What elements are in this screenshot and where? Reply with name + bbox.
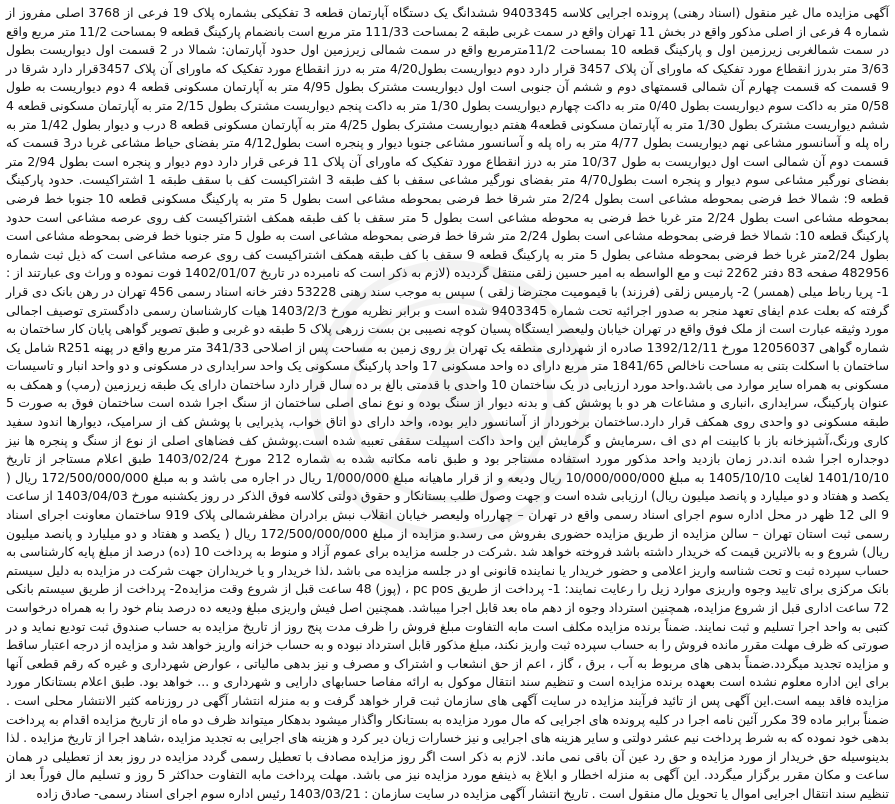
auction-notice-text: آگهی مزایده مال غیر منقول (اسناد رهنی) پرونده اجرایی کلاسه 9403345 ششدانگ یک دستگاه آپارتمان قطعه 3 تفکیکی بشماره پلاک 19 فرعی از 3768 اصلی مفروز از شماره 4 فرعی از اصلی مذکور واقع در بخش 11 تهران واقع در سمت غربی طبقه 2 بمساحت 111/33 متر مربع است بانضمام پارکینگ قطعه 9 بمساحت 11/2 متر مربع واقع در سمت شمالغربی زیرزمین اول و پارکینگ قطعه 10 بمساحت 11/2مترمربع واقع در سمت شمالی زیرزمین اول حدود آپارتمان: شمالا در 2 قسمت اول دیواریست بطول 3/63 متر بدرز انقطاع مورد تفکیک که ماورای آن پلاک 3457 قرار دارد دوم دیواریست بطول4/20 متر به درز انقطاع مورد تفکیک که ماورای آن پلاک 3457قرار دارد شرقا در 9 قسمت که قسمت چهارم آن شمالی قسمتهای دوم و ششم آن جنوبی است اول دیواریست مشترک بطول 4/95 متر به آپارتمان مسکونی قطعه 4 دوم دیواریست به طول 0/58 متر به داکت سوم دیواریست بطول 0/40 متر به داکت چهارم دیواریست بطول 1/30 متر به داکت پنجم دیواریست مشترک بطول 2/15 متر به آپارتمان مسکونی قطعه 4 ششم دیواریست مشترک بطول 1/30 متر به آپارتمان مسکونی قطعه4 هفتم دیواریست مشترک بطول 4/25 متر به آپارتمان مسکونی قطعه 8 درب و دیوار بطول 1/42 متر به راه پله و آسانسور مشاعی نهم دیواریست بطول 4/77 متر به راه پله و آسانسور مشاعی جنوبا دیوار و پنجره است بطول4/12 متر بفضای حیاط مشاعی غربا در3 قسمت که قسمت دوم آن شمالی است اول دیواریست به طول 10/37 متر به درز انقطاع مورد تفکیک که ماورای آن پلاک 11 فرعی قرار دارد دوم دیوار و پنجره است بطول 2/94 متر بفضای نورگیر مشاعی سوم دیوار و پنجره است بطول4/70 متر بفضای نورگیر مشاعی سقف با کف طبقه 3 اشتراکیست کف با سقف طبقه 1 اشتراکیست. حدود پارکینگ قطعه 9: شمالا خط فرضی بمحوطه مشاعی است بطول 2/24 متر شرقا خط فرضی بمحوطه مشاعی است بطول 5 متر به پارکینگ مسکونی قطعه 10 جنوبا خط فرضی بمحوطه مشاعی است بطول 2/24 متر غربا خط فرضی به محوطه مشاعی است بطول 5 متر سقف با کف طبقه همکف اشتراکیست کف روی عرصه مشاعی است حدود پارکینگ قطعه 10: شمالا خط فرضی بمحوطه مشاعی است بطول 2/24 متر شرقا خط فرضی بمحوطه مشاعی است به طول 5 متر جنوبا خط فرضی بمحوطه مشاعی است بطول 2/24متر غربا خط فرضی بمحوطه مشاعی بطول 5 متر به پارکینگ قطعه 9 سقف با کف طبقه همکف اشتراکیست کف روی عرصه مشاعی است که ذیل ثبت شماره 482956 صفحه 83 دفتر 2262 ثبت و مع الواسطه به امیر حسین زلقی منتقل گردیده (لازم به ذکر است که نامبرده در تاریخ 1402/01/07 فوت نموده و وراث وی عبارتند از : 1- پریا رباط میلی (همسر) 2- پارمیس زلقی (فرزند) با قیمومیت مجترضا زلقی ) سپس به موجب سند رهنی 53228 دفتر خانه اسناد رسمی 456 تهران در رهن بانک دی قرار گرفته که بعلت عدم ایفای تعهد منجر به صدور اجرائیه تحت شماره 9403345 شده است و برابر نظریه مورخ 1403/2/3 هیات کارشناسان رسمی دادگستری توصیف اجمالی مورد وثیقه عبارت است از ملک فوق واقع در تهران خیابان ولیعصر ایستگاه پسیان کوچه نصیبی بن بست زرهی پلاک 5 طبقه دو غربی و طبق تصویر گواهی پایان کار ساختمان به شماره گواهی 12056037 مورخ 1392/12/11 صادره از شهرداری منطقه یک تهران بر روی زمین به مساحت پس از اصلاحی 341/33 متر مربع واقع در پهنه R251 شامل یک ساختمان با اسکلت بتنی به مساحت ناخالص 1841/65 متر مربع دارای ده واحد مسکونی 17 واحد پارکینگ مسکونی یک واحد سرایداری در مسکونی و دو واحد انبار و تاسیسات مسکونی به همراه سایر موارد می باشد.واحد مورد ارزیابی در یک ساختمان 10 واحدی با قدمتی بالغ بر ده سال قرار دارد ساختمان دارای یک طبقه زیرزمین (رمپ) و همکف به عنوان پارکینگ، سرایداری ،انباری و مشاعات هر دو با پوشش کف و بدنه دیوار از سنگ بوده و نوع نمای اصلی ساختمان از سنگ اجرا شده است ساختمان فوق به صورت 5 طبقه مسکونی دو واحدی روی همکف قرار دارد.ساختمان برخوردار از آسانسور دایر بوده، واحد دارای دو اتاق خواب، پذیرایی با پوشش کف از سرامیک، دیوارها اندود سفید کاری ورنگ،آشپزخانه باز با کابینت ام دی اف ،سرمایش و گرمایش این واحد داکت اسپیلت سقفی تعبیه شده است.پوشش کف فضاهای اصلی از نوع از سنگ و پنجره ها نیز دوجداره اجرا شده اند.در زمان بازدید واحد مذکور مورد استفاده مستاجر بود و طبق نامه مکاتبه شده به شماره 212 مورخ 1403/02/24 طبق اعلام مستاجر از تاریخ 1401/10/10 لغایت 1405/10/10 به مبلغ 10/000/000/000 ریال ودیعه و از قرار ماهیانه مبلغ 1/000/000 ریال در اجاره می باشد و به مبلغ 172/500/000/000 ریال ( یکصد و هفتاد و دو میلیارد و پانصد میلیون ریال) ارزیابی شده است و جهت وصول طلب بستانکار و حقوق دولتی کلاسه فوق الذکر در روز یکشنبه مورخ 1403/04/03 از ساعت 9 الی 12 ظهر در محل اداره سوم اجرای اسناد رسمی واقع در تهران – چهارراه ولیعصر خیابان انقلاب نبش برادران مظفرشمالی پلاک 919 ساختمان معاونت اجرای اسناد رسمی ثبت استان تهران – سالن مزایده از طریق مزایده حضوری بفروش می رسد.و مزایده از مبلغ 172/500/000/000 ریال ( یکصد و هفتاد و دو میلیارد و پانصد میلیون ریال) شروع و به بالاترین قیمت که خریدار داشته باشد فروخته خواهد شد .شرکت در جلسه مزایده برای عموم آزاد و منوط به پرداخت 10 (ده) درصد از مبلغ پایه کارشناسی به حساب سپرده ثبت و تحت شناسه واریز اعلامی و حضور خریدار یا نماینده قانونی او در جلسه مزایده می باشد ،لذا خریدار و یا خریداران جهت شرکت در مزایده به دلیل سیستم بانک مرکزی برای تایید وجوه واریزی موارد زیل را رعایت نمایند: 1- پرداخت از طریق pc pos ، (پوز) 48 ساعت قبل از شروع وقت مزایده2- پرداخت از طریق سیستم بانکی 72 ساعت اداری قبل از شروع مزایده، همچنین استرداد وجوه از دهم ماه بعد قابل اجرا میباشد. همچنین اصل فیش واریزی مبلغ ودیعه ده درصد بنام خود را به همراه درخواست کتبی به واحد اجرا تسلیم و ثبت نمایند. ضمناً برنده مزایده مکلف است مابه التفاوت مبلغ فروش را ظرف مدت پنج روز از تاریخ مزایده به حساب صندوق ثبت تودیع نماید و در صورتی که ظرف مهلت مقرر مانده فروش را به حساب سپرده ثبت واریز نکند، مبلغ مذکور قابل استرداد نبوده و به حساب خزانه واریز خواهد شد و مزایده از درجه اعتبار ساقط و مزایده تجدید میگردد.ضمناً بدهی های مربوط به آب ، برق ، گاز ، اعم از حق انشعاب و اشتراک و مصرف و نیز بدهی مالیاتی ، عوارض شهرداری و غیره که رقم قطعی آنها برای این اداره معلوم نشده است بعهده برنده مزایده است و تنظیم سند انتقال موکول به ارائه مفاصا حسابهای دارایی و شهرداری و ... خواهد بود. طبق اعلام بستانکار مورد مزایده فاقد بیمه است.این آگهی پس از تائید فرآیند مزایده در سایت آگهی های سازمان ثبت قرار خواهد گرفت و به منزله انتشار آگهی در روزنامه کثیر الانتشار محلی است . ضمناً برابر ماده 39 مکرر آئین نامه اجرا در کلیه پرونده های اجرایی که مال مورد مزایده به بستانکار واگذار میشود بدهکار میتواند ظرف دو ماه از تاریخ مزایده اقدام به پرداخت بدهی خود نموده که به شرط پرداخت نیم عشر دولتی و سایر هزینه های اجرایی و نیز خسارات زیان دیر کرد و هزینه های اجرایی به تجدید مزایده ،شاهد اجرا از تاریخ مزایده . لذا بدینوسیله حق خریدار از مورد مزایده و حق رد عین آن باقی نمی ماند. لازم به ذکر است اگر روز مزایده مصادف با تعطیل رسمی گردد مزایده در روز بعد از تعطیلی در همان ساعت و مکان مقرر برگزار میگردد. این آگهی به منزله اخطار و ابلاغ به ذینفع مورد مزایده نیز می باشد. مهلت پرداخت مابه التفاوت حداکثر 5 روز و تسلیم مال فوراً بعد از تنظیم سند انتقال اجرایی اموال یا تحویل مال منقول است . تاریخ انتشار آگهی مزایده در سایت سازمان : 1403/03/21 رئیس اداره سوم اجرای اسناد رسمی- صادق زاده xyxy=(6,5,890,801)
